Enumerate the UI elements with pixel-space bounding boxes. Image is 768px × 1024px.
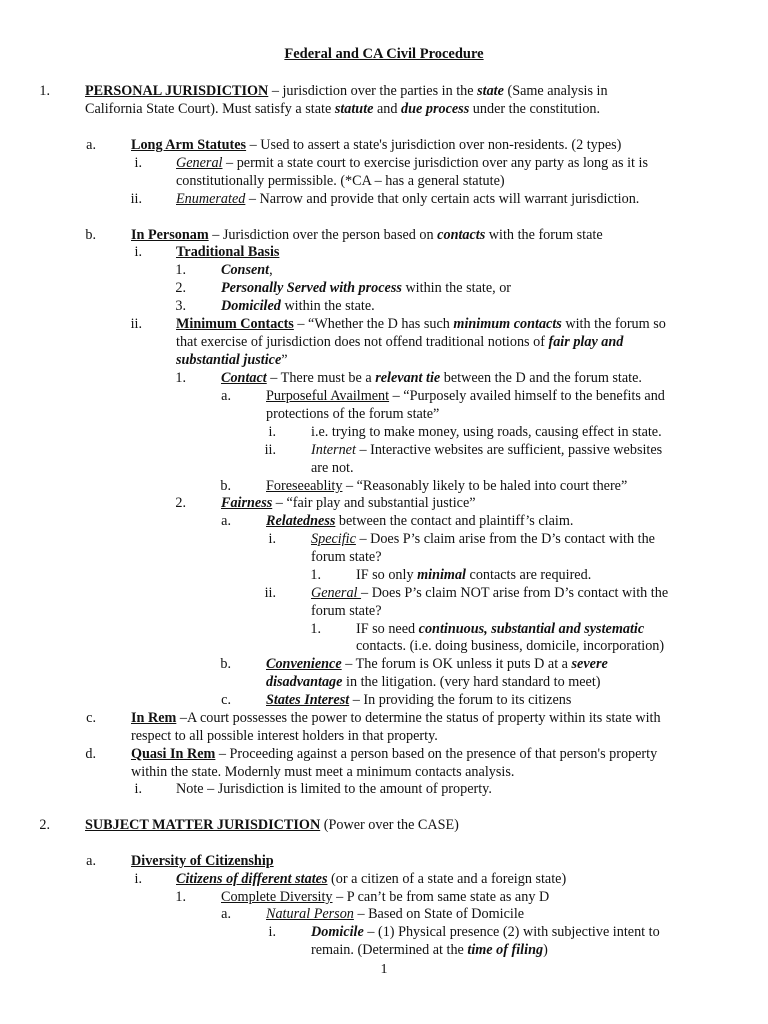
text-run: constitutionally permissible. (*CA – has a general statute) xyxy=(176,173,505,189)
text-run: – jurisdiction over the parties in the xyxy=(268,83,478,99)
list-marker: a. xyxy=(86,853,96,869)
text-run: with the forum state xyxy=(485,227,603,243)
text-run: – Interactive websites are sufficient, passive websites xyxy=(355,442,663,458)
line-text xyxy=(176,315,666,333)
list-marker: a. xyxy=(221,513,231,529)
line-text xyxy=(176,172,505,190)
list-marker: 2. xyxy=(39,817,50,833)
list-marker: i. xyxy=(134,155,142,171)
text-run: minimum contacts xyxy=(453,316,562,332)
text-run: in the litigation. (very hard standard to meet) xyxy=(342,674,601,690)
line-text xyxy=(266,905,524,923)
text-run: and xyxy=(373,101,402,117)
text-run: Fairness xyxy=(221,495,273,511)
text-run: relevant tie xyxy=(375,370,441,386)
list-marker: 2. xyxy=(175,280,186,296)
list-marker: c. xyxy=(86,710,96,726)
text-run: remain. (Determined at the xyxy=(311,942,468,958)
text-run: contacts. (i.e. doing business, domicile, incorporation) xyxy=(356,638,665,654)
text-run: In Personam xyxy=(131,227,209,243)
text-run: – “Whether the D has such xyxy=(293,316,454,332)
text-run: forum state? xyxy=(311,549,382,565)
line-text xyxy=(131,745,657,763)
line-text xyxy=(85,100,600,118)
text-run: – In providing the forum to its citizens xyxy=(349,692,572,708)
line-text xyxy=(131,709,661,727)
text-run: SUBJECT MATTER JURISDICTION xyxy=(85,817,321,833)
line-text xyxy=(266,691,571,709)
text-run: substantial justice xyxy=(176,352,282,368)
text-run: Complete Diversity xyxy=(221,889,333,905)
text-run: Personally Served with process xyxy=(221,280,402,296)
text-run: Citizens of different states xyxy=(176,871,328,887)
text-run: – Narrow and provide that only certain acts will warrant jurisdiction. xyxy=(245,191,640,207)
line-text xyxy=(85,816,459,834)
line-text xyxy=(176,780,492,798)
line-text xyxy=(131,852,274,870)
text-run: – Does P’s claim NOT arise from D’s contact with the xyxy=(361,585,669,601)
text-run: IF so need xyxy=(356,621,419,637)
text-run: within the state. xyxy=(280,298,375,314)
text-run: between the contact and plaintiff’s claim. xyxy=(335,513,574,529)
text-run: (Power over the CASE) xyxy=(320,817,459,833)
text-run: – P can’t be from same state as any D xyxy=(332,889,550,905)
text-run: – Proceeding against a person based on the presence of that person's property xyxy=(215,746,658,762)
text-run: – The forum is OK unless it puts D at a xyxy=(341,656,572,672)
text-run: between the D and the forum state. xyxy=(440,370,642,386)
text-run: Domicile xyxy=(311,924,364,940)
text-run: fair play and xyxy=(548,334,624,350)
line-text xyxy=(311,584,668,602)
text-run: Note – Jurisdiction is limited to the amount of property. xyxy=(176,781,492,797)
text-run: (or a citizen of a state and a foreign state) xyxy=(327,871,567,887)
list-marker: i. xyxy=(134,871,142,887)
text-run: state xyxy=(477,83,504,99)
list-marker: ii. xyxy=(130,191,142,207)
text-run: (Same analysis in xyxy=(503,83,608,99)
line-text xyxy=(311,923,660,941)
list-marker: ii. xyxy=(130,316,142,332)
list-marker: ii. xyxy=(264,442,276,458)
list-marker: a. xyxy=(221,388,231,404)
text-run: minimal xyxy=(417,567,466,583)
text-run: contacts xyxy=(437,227,486,243)
text-run: PERSONAL JURISDICTION xyxy=(85,83,269,99)
line-text xyxy=(131,763,514,781)
list-marker: i. xyxy=(268,924,276,940)
line-text xyxy=(221,888,549,906)
text-run: – “Purposely availed himself to the benefits and xyxy=(389,388,665,404)
text-run: statute xyxy=(334,101,374,117)
text-run: – Used to assert a state's jurisdiction over non-residents. (2 types) xyxy=(246,137,622,153)
text-run: – permit a state court to exercise jurisdiction over any party as long as it is xyxy=(222,155,649,171)
text-run: that exercise of jurisdiction does not offend traditional notions of xyxy=(176,334,549,350)
list-marker: b. xyxy=(220,656,231,672)
text-run: with the forum so xyxy=(561,316,666,332)
line-text xyxy=(176,154,648,172)
text-run: – (1) Physical presence (2) with subjective intent to xyxy=(363,924,660,940)
list-marker: 1. xyxy=(175,370,186,386)
line-text xyxy=(356,637,664,655)
line-text xyxy=(176,243,279,261)
page-number: 1 xyxy=(380,962,388,977)
list-marker: b. xyxy=(85,227,96,243)
line-text xyxy=(266,655,608,673)
line-text xyxy=(266,673,601,691)
text-run: Natural Person xyxy=(266,906,354,922)
line-text xyxy=(176,351,288,369)
text-run: within the state, or xyxy=(401,280,512,296)
list-marker: a. xyxy=(86,137,96,153)
list-marker: i. xyxy=(134,781,142,797)
text-run: – Jurisdiction over the person based on xyxy=(208,227,438,243)
line-text xyxy=(311,459,354,477)
line-text xyxy=(266,405,439,423)
text-run: Domiciled xyxy=(221,298,281,314)
list-marker: 1. xyxy=(310,567,321,583)
line-text xyxy=(311,423,662,441)
text-run: i.e. trying to make money, using roads, causing effect in state. xyxy=(311,424,662,440)
line-text xyxy=(176,870,566,888)
text-run: disadvantage xyxy=(266,674,343,690)
text-run: continuous, substantial and systematic xyxy=(418,621,645,637)
text-run: contacts are required. xyxy=(465,567,592,583)
line-text xyxy=(311,530,655,548)
line-text xyxy=(311,602,382,620)
list-marker: i. xyxy=(268,531,276,547)
text-run: States Interest xyxy=(266,692,350,708)
text-run: – “fair play and substantial justice” xyxy=(272,495,476,511)
line-text xyxy=(311,441,662,459)
line-text xyxy=(221,261,273,279)
text-run: General xyxy=(176,155,223,171)
text-run: Enumerated xyxy=(176,191,246,207)
text-run: within the state. Modernly must meet a minimum contacts analysis. xyxy=(131,764,515,780)
line-text xyxy=(221,369,642,387)
text-run: Traditional Basis xyxy=(176,244,280,260)
text-run: Contact xyxy=(221,370,267,386)
list-marker: 3. xyxy=(175,298,186,314)
text-run: Convenience xyxy=(266,656,342,672)
text-run: IF so only xyxy=(356,567,418,583)
line-text xyxy=(176,190,639,208)
text-run: Relatedness xyxy=(266,513,336,529)
text-run: Purposeful Availment xyxy=(266,388,390,404)
line-text xyxy=(356,566,591,584)
line-text xyxy=(131,226,603,244)
text-run: – Does P’s claim arise from the D’s contact with the xyxy=(355,531,655,547)
line-text xyxy=(311,941,548,959)
line-text xyxy=(221,494,476,512)
text-run: Consent xyxy=(221,262,270,278)
text-run: , xyxy=(269,262,273,278)
list-marker: 1. xyxy=(175,262,186,278)
line-text xyxy=(266,477,627,495)
text-run: due process xyxy=(401,101,470,117)
list-marker: 1. xyxy=(175,889,186,905)
text-run: Long Arm Statutes xyxy=(131,137,247,153)
text-run: – Based on State of Domicile xyxy=(353,906,525,922)
list-marker: 1. xyxy=(39,83,50,99)
line-text xyxy=(131,727,438,745)
text-run: ) xyxy=(543,942,548,958)
text-run: time of filing xyxy=(467,942,544,958)
line-text xyxy=(311,548,382,566)
text-run: ” xyxy=(281,352,288,368)
text-run: – There must be a xyxy=(266,370,376,386)
list-marker: d. xyxy=(85,746,96,762)
list-marker: i. xyxy=(268,424,276,440)
text-run: Internet xyxy=(311,442,356,458)
text-run: California State Court). Must satisfy a state xyxy=(85,101,335,117)
list-marker: a. xyxy=(221,906,231,922)
line-text xyxy=(221,297,375,315)
line-text xyxy=(356,620,644,638)
line-text xyxy=(176,333,623,351)
list-marker: 1. xyxy=(310,621,321,637)
list-marker: i. xyxy=(134,244,142,260)
text-run: respect to all possible interest holders in that property. xyxy=(131,728,438,744)
text-run: Quasi In Rem xyxy=(131,746,216,762)
text-run: Specific xyxy=(311,531,356,547)
document-title: Federal and CA Civil Procedure xyxy=(284,46,484,62)
text-run: –A court possesses the power to determine the status of property within its state with xyxy=(176,710,661,726)
text-run: severe xyxy=(571,656,608,672)
text-run: In Rem xyxy=(131,710,177,726)
text-run: forum state? xyxy=(311,603,382,619)
text-run: protections of the forum state” xyxy=(266,406,440,422)
text-run: are not. xyxy=(311,460,354,476)
line-text xyxy=(85,82,608,100)
text-run: – “Reasonably likely to be haled into court there” xyxy=(342,478,628,494)
line-text xyxy=(266,387,665,405)
line-text xyxy=(131,136,621,154)
text-run: under the constitution. xyxy=(469,101,601,117)
list-marker: b. xyxy=(220,478,231,494)
text-run: Minimum Contacts xyxy=(176,316,294,332)
line-text xyxy=(221,279,511,297)
text-run: General xyxy=(311,585,362,601)
list-marker: 2. xyxy=(175,495,186,511)
text-run: Foreseeablity xyxy=(266,478,343,494)
list-marker: ii. xyxy=(264,585,276,601)
text-run: Diversity of Citizenship xyxy=(131,853,274,869)
list-marker: c. xyxy=(221,692,231,708)
line-text xyxy=(266,512,573,530)
